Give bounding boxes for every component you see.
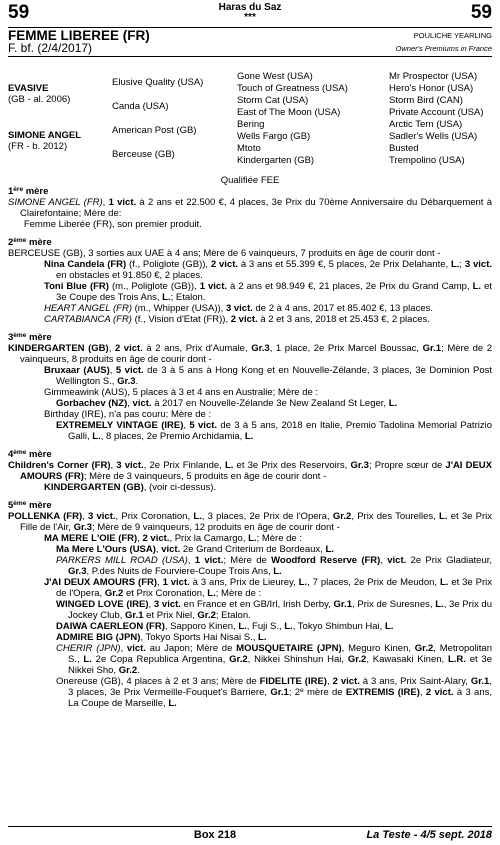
section-line: CARTABIANCA (FR) (f., Vision d'Etat (FR)), 2 vict. à 2 et 3 ans, 2018 et 25.453 €, 2 places. <box>44 314 430 325</box>
dam-name: SIMONE ANGEL <box>8 130 82 141</box>
lot-number: 59 <box>8 2 30 23</box>
section-line: WINGED LOVE (IRE), 3 vict. en France et en GB/Irl, Irish Derby, Gr.1, Prix de Suresnes, L., 3e Prix du Jockey Club, Gr.1 et Prix Niel, Gr.2; Etalon. <box>56 599 492 621</box>
great-great-grandparent: Arctic Tern (USA) <box>389 119 463 130</box>
section-line: KINDERGARTEN (GB), (voir ci-dessus). <box>44 482 217 493</box>
great-great-grandparent: Trempolino (USA) <box>389 155 465 166</box>
section-line: KINDERGARTEN (GB), 2 vict. à 2 ans, Prix d'Aumale, Gr.3, 1 place, 2e Prix Marcel Boussac, Gr.1; Mère de 2 vainqueurs, 8 produits en âge de courir dont - <box>8 343 493 365</box>
section-line: BERCEUSE (GB), 3 sorties aux UAE à 4 ans; Mère de 6 vainqueurs, 7 produits en âge de courir dont - <box>8 248 441 259</box>
great-grandparent: Storm Cat (USA) <box>237 95 309 106</box>
footer-box: Box 218 <box>193 829 237 841</box>
section-line: Nina Candela (FR) (f., Poliglote (GB)), 2 vict. à 3 ans et 55.399 €, 5 places, 2e Prix Delahante, L.; 3 vict. en obstacles et 91.850 €, 2 places. <box>44 259 492 281</box>
horse-name: FEMME LIBEREE (FR) <box>8 28 150 43</box>
section-line: Gimmeawink (AUS), 5 places à 3 et 4 ans en Australie; Mère de : <box>44 387 319 398</box>
grandparent: Elusive Quality (USA) <box>112 77 204 88</box>
great-great-grandparent: Mr Prospector (USA) <box>389 71 478 82</box>
section-title: 2ème mère <box>8 237 52 248</box>
great-grandparent: Wells Fargo (GB) <box>237 131 311 142</box>
section-title: 1ère mère <box>8 186 49 197</box>
section-line: Ma Mere L'Ours (USA), vict. 2e Grand Criterium de Bordeaux, L. <box>56 544 334 555</box>
grandparent: Berceuse (GB) <box>112 149 175 160</box>
sire-name: EVASIVE <box>8 83 49 94</box>
section-line: CHERIR (JPN), vict. au Japon; Mère de MOUSQUETAIRE (JPN), Meguro Kinen, Gr.2, Metropolitan S., L. 2e Copa Republica Argentina, Gr.2, Nikkei Shinshun Hai, Gr.2, Kawasaki Kinen, L.R. et 3e Nikkei Sho, Gr.2. <box>56 643 492 676</box>
great-grandparent: Touch of Greatness (USA) <box>237 83 348 94</box>
great-great-grandparent: Storm Bird (CAN) <box>389 95 463 106</box>
subheader-divider <box>8 56 492 57</box>
section-line: ADMIRE BIG (JPN), Tokyo Sports Hai Nisai S., L. <box>56 632 267 643</box>
great-great-grandparent: Busted <box>389 143 419 154</box>
lot-number-right: 59 <box>470 2 492 23</box>
great-grandparent: Gone West (USA) <box>237 71 313 82</box>
great-grandparent: East of The Moon (USA) <box>237 107 341 118</box>
horse-sex-birth: F. bf. (2/4/2017) <box>8 41 93 55</box>
dam-detail: (FR - b. 2012) <box>8 141 68 152</box>
great-great-grandparent: Sadler's Wells (USA) <box>389 131 478 142</box>
horse-category: POULICHE YEARLING <box>413 31 492 40</box>
section-title: 4ème mère <box>8 449 52 460</box>
section-line: POLLENKA (FR), 3 vict., Prix Coronation, L., 3 places, 2e Prix de l'Opera, Gr.2, Prix des Tourelles, L. et 3e Prix Fille de l'Air, Gr.3; Mère de 9 vainqueurs, 12 produits en âge de courir dont - <box>8 511 493 533</box>
great-grandparent: Bering <box>237 119 265 130</box>
section-line: DAIWA CAERLEON (FR), Sapporo Kinen, L., Fuji S., L., Tokyo Shimbun Hai, L. <box>56 621 394 632</box>
great-great-grandparent: Private Account (USA) <box>389 107 484 118</box>
section-line: Toni Blue (FR) (m., Poliglote (GB)), 1 vict. à 2 ans et 98.949 €, 21 places, 2e Prix du Grand Camp, L. et 3e Coupe des Trois Ans, L.; Etalon. <box>44 281 493 303</box>
maternal-family <box>8 186 492 709</box>
section-title: 5ème mère <box>8 500 52 511</box>
footer-event: La Teste - 4/5 sept. 2018 <box>366 829 492 841</box>
sale-title: Haras du Saz <box>218 2 282 13</box>
section-line: SIMONE ANGEL (FR), 1 vict. à 2 ans et 22.500 €, 4 places, 3e Prix du 70ème Anniversaire du Débarquement à Clairefontaine; Mère de: <box>8 197 492 219</box>
section-line: PARKERS MILL ROAD (USA), 1 vict.; Mère de Woodford Reserve (FR), vict. 2e Prix Gladiateur, Gr.3, P.des Nuits de Fourviere-Coupe Trois Ans, L. <box>56 555 493 577</box>
section-line: Birthday (IRE), n'a pas couru; Mère de : <box>44 409 212 420</box>
great-grandparent: Mtoto <box>237 143 261 154</box>
section-line: Femme Liberée (FR), son premier produit. <box>8 219 202 230</box>
grandparent: American Post (GB) <box>112 125 197 136</box>
section-line: Onereuse (GB), 4 places à 2 et 3 ans; Mère de FIDELITE (IRE), 2 vict. à 3 ans, Prix Saint-Alary, Gr.1, 3 places, 3e Prix Vermeille-Fouquet's Barriere, Gr.1; 2e mère de EXTREMIS (IRE), 2 vict. à 3 ans, La Coupe de Marseille, L. <box>56 676 492 709</box>
grandparent: Canda (USA) <box>112 101 169 112</box>
footer-divider <box>8 826 492 827</box>
premium-scheme: Owner's Premiums in France <box>395 44 492 53</box>
sale-stars: *** <box>244 12 256 23</box>
sale-header <box>0 3 500 23</box>
section-line: EXTREMELY VINTAGE (IRE), 5 vict. de 3 à 5 ans, 2018 en Italie, Premio Tadolina Memorial Patrizio Galli, L., 8 places, 2e Premio Archidamia, L. <box>56 420 492 442</box>
section-title: 3ème mère <box>8 332 52 343</box>
section-line: MA MERE L'OIE (FR), 2 vict., Prix la Camargo, L.; Mère de : <box>44 533 302 544</box>
section-line: Bruxaar (AUS), 5 vict. de 3 à 5 ans à Hong Kong et en Nouvelle-Zélande, 3 places, 3e Dominion Post Wellington S., Gr.3. <box>44 365 492 387</box>
section-line: J'AI DEUX AMOURS (FR), 1 vict. à 3 ans, Prix de Lieurey, L., 7 places, 2e Prix de Meudon, L. et 3e Prix de l'Opera, Gr.2 et Prix Coronation, L.; Mère de : <box>44 577 492 599</box>
section-line: HEART ANGEL (FR) (m., Whipper (USA)), 3 vict. de 2 à 4 ans, 2017 et 85.402 €, 13 places. <box>44 303 433 314</box>
section-line: Children's Corner (FR), 3 vict., 2e Prix Finlande, L. et 3e Prix des Reservoirs, Gr.3; Propre sœur de J'AI DEUX AMOURS (FR); Mère de 3 vainqueurs, 5 produits en âge de courir dont - <box>8 460 492 482</box>
great-great-grandparent: Hero's Honor (USA) <box>389 83 474 94</box>
great-grandparent: Kindergarten (GB) <box>237 155 315 166</box>
qualification: Qualifiée FEE <box>220 175 280 186</box>
section-line: Gorbachev (NZ), vict. à 2017 en Nouvelle-Zélande 3e New Zealand St Leger, L. <box>56 398 398 409</box>
sire-detail: (GB - al. 2006) <box>8 94 71 105</box>
